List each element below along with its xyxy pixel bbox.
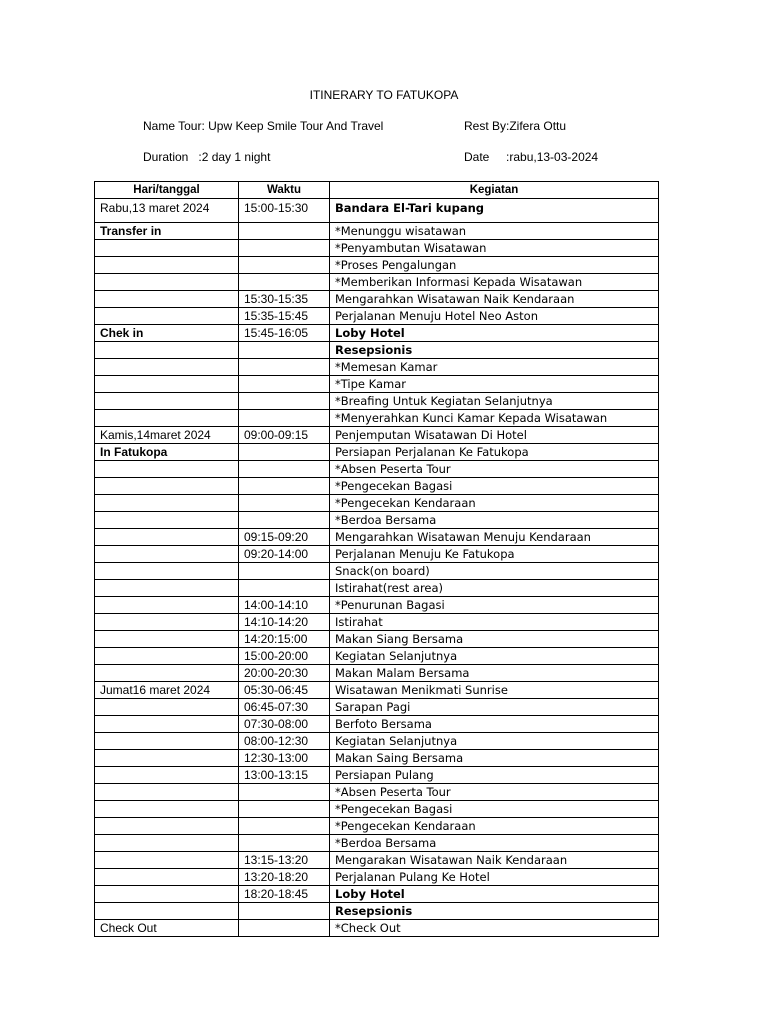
cell-date	[95, 903, 239, 920]
table-row	[95, 376, 659, 393]
cell-date	[95, 342, 239, 359]
cell-date	[95, 291, 239, 308]
table-row	[95, 920, 659, 937]
cell-activity: *Berdoa Bersama	[330, 512, 659, 529]
table-row	[95, 648, 659, 665]
table-row	[95, 563, 659, 580]
table-row	[95, 716, 659, 733]
cell-activity: Makan Malam Bersama	[330, 665, 659, 682]
cell-activity: Loby Hotel	[330, 886, 659, 903]
table-row	[95, 274, 659, 291]
cell-activity: Istirahat(rest area)	[330, 580, 659, 597]
table-row	[95, 325, 659, 342]
cell-activity: Snack(on board)	[330, 563, 659, 580]
cell-time: 09:00-09:15	[239, 427, 330, 444]
table-row	[95, 767, 659, 784]
cell-time	[239, 240, 330, 257]
cell-date: Kamis,14maret 2024	[95, 427, 239, 444]
table-row	[95, 199, 659, 223]
cell-date	[95, 240, 239, 257]
cell-date: Transfer in	[95, 223, 239, 240]
table-row	[95, 427, 659, 444]
table-row	[95, 682, 659, 699]
cell-time: 06:45-07:30	[239, 699, 330, 716]
cell-time: 13:20-18:20	[239, 869, 330, 886]
cell-date	[95, 597, 239, 614]
table-row	[95, 512, 659, 529]
table-row	[95, 614, 659, 631]
cell-date	[95, 495, 239, 512]
cell-activity: Kegiatan Selanjutnya	[330, 733, 659, 750]
cell-time: 15:35-15:45	[239, 308, 330, 325]
cell-date	[95, 393, 239, 410]
cell-time	[239, 393, 330, 410]
cell-time: 15:00-15:30	[239, 199, 330, 223]
cell-date	[95, 750, 239, 767]
cell-date	[95, 733, 239, 750]
cell-activity: Sarapan Pagi	[330, 699, 659, 716]
cell-activity: Kegiatan Selanjutnya	[330, 648, 659, 665]
cell-activity: Penjemputan Wisatawan Di Hotel	[330, 427, 659, 444]
cell-time	[239, 359, 330, 376]
cell-time	[239, 376, 330, 393]
header-hari-tanggal: Hari/tanggal	[95, 182, 239, 199]
cell-time	[239, 903, 330, 920]
cell-date	[95, 835, 239, 852]
cell-time: 09:15-09:20	[239, 529, 330, 546]
cell-time	[239, 257, 330, 274]
cell-time: 08:00-12:30	[239, 733, 330, 750]
cell-activity: Persiapan Perjalanan Ke Fatukopa	[330, 444, 659, 461]
cell-date	[95, 461, 239, 478]
cell-activity: *Pengecekan Kendaraan	[330, 818, 659, 835]
table-row	[95, 869, 659, 886]
table-row	[95, 818, 659, 835]
table-row	[95, 257, 659, 274]
table-row	[95, 886, 659, 903]
cell-time: 15:00-20:00	[239, 648, 330, 665]
cell-activity: *Absen Peserta Tour	[330, 784, 659, 801]
cell-activity: Perjalanan Menuju Hotel Neo Aston	[330, 308, 659, 325]
cell-activity: Loby Hotel	[330, 325, 659, 342]
cell-activity: *Check Out	[330, 920, 659, 937]
duration-text: Duration :2 day 1 night	[143, 150, 271, 164]
cell-date	[95, 410, 239, 427]
document-title: ITINERARY TO FATUKOPA	[309, 88, 459, 102]
rest-by-text: Rest By:Zifera Ottu	[464, 119, 567, 133]
table-row	[95, 784, 659, 801]
table-row	[95, 342, 659, 359]
cell-date	[95, 767, 239, 784]
cell-activity: *Absen Peserta Tour	[330, 461, 659, 478]
cell-activity: *Penurunan Bagasi	[330, 597, 659, 614]
cell-date: Rabu,13 maret 2024	[95, 199, 239, 223]
cell-time	[239, 784, 330, 801]
cell-activity: Makan Saing Bersama	[330, 750, 659, 767]
table-row	[95, 444, 659, 461]
cell-activity: *Menyerahkan Kunci Kamar Kepada Wisatawan	[330, 410, 659, 427]
cell-activity: *Menunggu wisatawan	[330, 223, 659, 240]
cell-time	[239, 512, 330, 529]
cell-time: 05:30-06:45	[239, 682, 330, 699]
cell-activity: *Pengecekan Bagasi	[330, 478, 659, 495]
itinerary-table	[94, 181, 659, 937]
table-row	[95, 291, 659, 308]
table-row	[95, 665, 659, 682]
cell-activity: Bandara El-Tari kupang	[330, 199, 659, 223]
table-row	[95, 903, 659, 920]
cell-activity: Resepsionis	[330, 903, 659, 920]
cell-activity: *Pengecekan Bagasi	[330, 801, 659, 818]
table-row	[95, 308, 659, 325]
cell-time: 20:00-20:30	[239, 665, 330, 682]
table-row	[95, 393, 659, 410]
table-row	[95, 478, 659, 495]
cell-activity: *Memberikan Informasi Kepada Wisatawan	[330, 274, 659, 291]
cell-date	[95, 308, 239, 325]
cell-activity: *Penyambutan Wisatawan	[330, 240, 659, 257]
cell-activity: *Proses Pengalungan	[330, 257, 659, 274]
cell-date	[95, 665, 239, 682]
cell-time: 12:30-13:00	[239, 750, 330, 767]
cell-time	[239, 478, 330, 495]
cell-time	[239, 444, 330, 461]
cell-time: 14:00-14:10	[239, 597, 330, 614]
cell-time	[239, 461, 330, 478]
date-text: Date :rabu,13-03-2024	[464, 150, 599, 164]
cell-date	[95, 886, 239, 903]
cell-activity: Resepsionis	[330, 342, 659, 359]
cell-date	[95, 818, 239, 835]
cell-time	[239, 410, 330, 427]
table-row	[95, 240, 659, 257]
cell-time: 15:30-15:35	[239, 291, 330, 308]
cell-time: 18:20-18:45	[239, 886, 330, 903]
cell-time	[239, 563, 330, 580]
cell-date	[95, 631, 239, 648]
cell-date	[95, 801, 239, 818]
cell-time: 13:00-13:15	[239, 767, 330, 784]
cell-date	[95, 614, 239, 631]
cell-date	[95, 563, 239, 580]
cell-date	[95, 359, 239, 376]
cell-date	[95, 716, 239, 733]
cell-activity: Mengarakan Wisatawan Naik Kendaraan	[330, 852, 659, 869]
cell-date	[95, 257, 239, 274]
cell-time: 15:45-16:05	[239, 325, 330, 342]
cell-date	[95, 512, 239, 529]
cell-date: In Fatukopa	[95, 444, 239, 461]
table-row	[95, 631, 659, 648]
cell-date	[95, 852, 239, 869]
cell-activity: Makan Siang Bersama	[330, 631, 659, 648]
cell-time	[239, 274, 330, 291]
cell-time	[239, 818, 330, 835]
table-row	[95, 359, 659, 376]
cell-date	[95, 648, 239, 665]
cell-date	[95, 784, 239, 801]
table-row	[95, 580, 659, 597]
cell-activity: *Tipe Kamar	[330, 376, 659, 393]
table-header-row	[95, 182, 659, 199]
table-row	[95, 546, 659, 563]
cell-date	[95, 546, 239, 563]
header-kegiatan: Kegiatan	[330, 182, 659, 199]
table-row	[95, 529, 659, 546]
cell-activity: Berfoto Bersama	[330, 716, 659, 733]
cell-time	[239, 580, 330, 597]
cell-time: 13:15-13:20	[239, 852, 330, 869]
cell-time	[239, 920, 330, 937]
cell-activity: *Berdoa Bersama	[330, 835, 659, 852]
cell-activity: Mengarahkan Wisatawan Menuju Kendaraan	[330, 529, 659, 546]
table-row	[95, 733, 659, 750]
itinerary-table-body	[95, 199, 659, 937]
table-row	[95, 801, 659, 818]
cell-date: Check Out	[95, 920, 239, 937]
cell-date: Chek in	[95, 325, 239, 342]
cell-activity: Perjalanan Pulang Ke Hotel	[330, 869, 659, 886]
cell-time	[239, 495, 330, 512]
cell-activity: Perjalanan Menuju Ke Fatukopa	[330, 546, 659, 563]
cell-date	[95, 376, 239, 393]
cell-time: 07:30-08:00	[239, 716, 330, 733]
cell-activity: Wisatawan Menikmati Sunrise	[330, 682, 659, 699]
cell-activity: Mengarahkan Wisatawan Naik Kendaraan	[330, 291, 659, 308]
cell-time	[239, 835, 330, 852]
table-row	[95, 461, 659, 478]
cell-activity: Istirahat	[330, 614, 659, 631]
cell-activity: *Memesan Kamar	[330, 359, 659, 376]
cell-activity: *Pengecekan Kendaraan	[330, 495, 659, 512]
cell-time	[239, 801, 330, 818]
cell-time: 14:20:15:00	[239, 631, 330, 648]
table-row	[95, 223, 659, 240]
table-row	[95, 597, 659, 614]
cell-date	[95, 478, 239, 495]
table-row	[95, 750, 659, 767]
cell-date	[95, 580, 239, 597]
name-tour-text: Name Tour: Upw Keep Smile Tour And Travel	[143, 119, 384, 133]
table-row	[95, 410, 659, 427]
cell-time	[239, 223, 330, 240]
cell-date	[95, 529, 239, 546]
table-row	[95, 835, 659, 852]
header-waktu: Waktu	[239, 182, 330, 199]
table-row	[95, 699, 659, 716]
cell-time: 14:10-14:20	[239, 614, 330, 631]
cell-date	[95, 869, 239, 886]
cell-date: Jumat16 maret 2024	[95, 682, 239, 699]
cell-activity: Persiapan Pulang	[330, 767, 659, 784]
table-row	[95, 495, 659, 512]
table-row	[95, 852, 659, 869]
cell-time: 09:20-14:00	[239, 546, 330, 563]
cell-time	[239, 342, 330, 359]
cell-activity: *Breafing Untuk Kegiatan Selanjutnya	[330, 393, 659, 410]
cell-date	[95, 274, 239, 291]
cell-date	[95, 699, 239, 716]
